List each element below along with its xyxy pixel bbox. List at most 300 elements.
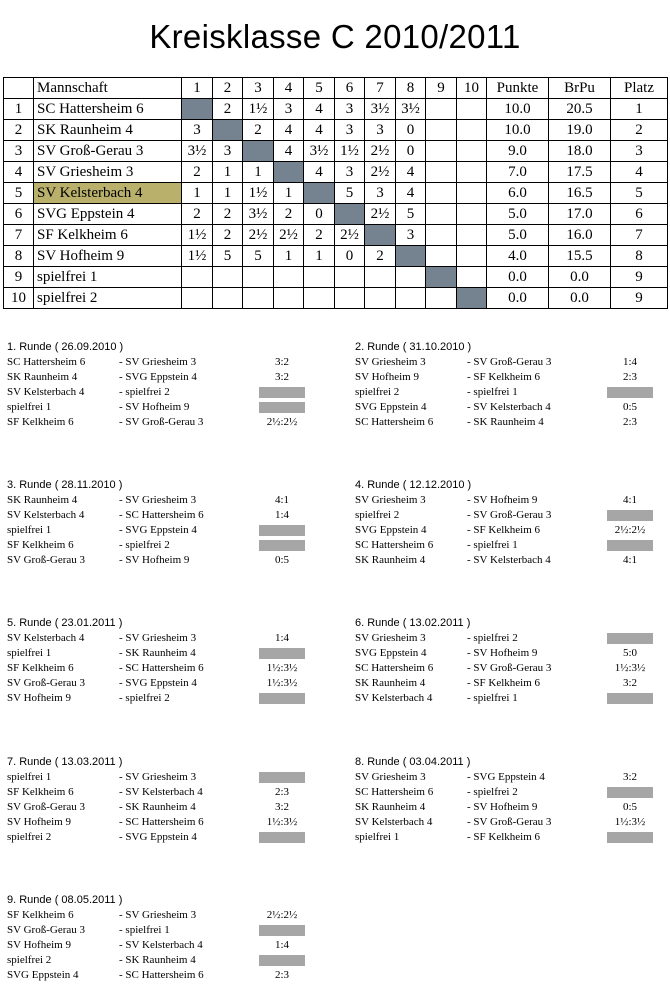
away-team: - SV Hofheim 9: [119, 554, 190, 566]
points-cell: 9.0: [487, 141, 549, 162]
score-cell: [243, 267, 274, 288]
match-row: [7, 938, 327, 953]
match-row: [7, 830, 327, 845]
score-cell: [457, 141, 487, 162]
score-cell: [396, 288, 426, 309]
away-team: - SK Raunheim 4: [467, 416, 544, 428]
bye-bar: [259, 955, 305, 966]
score-cell: 4: [274, 141, 304, 162]
brpu-cell: 0.0: [549, 267, 611, 288]
away-team: - SV Griesheim 3: [119, 356, 197, 368]
round-title: 4. Runde ( 12.12.2010 ): [355, 479, 472, 491]
self-cell: [304, 183, 335, 204]
bye-bar: [259, 387, 305, 398]
score-cell: 0: [396, 141, 426, 162]
row-number: 2: [4, 120, 34, 141]
score-cell: [457, 204, 487, 225]
match-result: 2:3: [622, 371, 638, 383]
away-team: - SK Raunheim 4: [119, 647, 196, 659]
home-team: spielfrei 2: [7, 831, 52, 843]
table-row: [4, 288, 668, 309]
header-opponent-2: 2: [213, 78, 243, 99]
away-team: - SV Hofheim 9: [467, 801, 538, 813]
home-team: SV Kelsterbach 4: [355, 816, 433, 828]
points-cell: 10.0: [487, 120, 549, 141]
bye-bar: [259, 693, 305, 704]
away-team: - spielfrei 1: [119, 924, 170, 936]
brpu-cell: 16.0: [549, 225, 611, 246]
score-cell: [426, 120, 457, 141]
score-cell: [182, 288, 213, 309]
table-row: [4, 120, 668, 141]
score-cell: [365, 288, 396, 309]
match-result: 2½:2½: [266, 416, 298, 428]
score-cell: 4: [304, 99, 335, 120]
home-team: SVG Eppstein 4: [355, 647, 427, 659]
score-cell: [426, 141, 457, 162]
bye-bar: [607, 540, 653, 551]
self-cell: [274, 162, 304, 183]
team-name: SV Hofheim 9: [34, 246, 182, 267]
match-row: [355, 830, 670, 845]
score-cell: 1½: [182, 246, 213, 267]
score-cell: 5: [243, 246, 274, 267]
points-cell: 6.0: [487, 183, 549, 204]
bye-bar: [607, 510, 653, 521]
home-team: SV Griesheim 3: [355, 494, 426, 506]
match-result: 4:1: [622, 494, 638, 506]
self-cell: [243, 141, 274, 162]
score-cell: 2: [182, 204, 213, 225]
bye-bar: [259, 772, 305, 783]
brpu-cell: 17.5: [549, 162, 611, 183]
header-opponent-9: 9: [426, 78, 457, 99]
score-cell: 2½: [365, 204, 396, 225]
place-cell: 6: [611, 204, 668, 225]
match-row: [355, 523, 670, 538]
away-team: - spielfrei 2: [119, 386, 170, 398]
match-row: [355, 493, 670, 508]
row-number: 5: [4, 183, 34, 204]
match-row: [7, 631, 327, 646]
score-cell: 3: [335, 120, 365, 141]
home-team: SF Kelkheim 6: [7, 539, 74, 551]
match-row: [355, 553, 670, 568]
match-result: 3:2: [274, 371, 290, 383]
home-team: spielfrei 1: [355, 831, 400, 843]
away-team: - SC Hattersheim 6: [119, 816, 204, 828]
match-row: [7, 400, 327, 415]
team-name: SC Hattersheim 6: [34, 99, 182, 120]
away-team: - SV Groß-Gerau 3: [467, 816, 552, 828]
brpu-cell: 0.0: [549, 288, 611, 309]
score-cell: 2½: [365, 141, 396, 162]
score-cell: 3: [274, 99, 304, 120]
home-team: spielfrei 1: [7, 647, 52, 659]
place-cell: 9: [611, 267, 668, 288]
score-cell: 3: [335, 162, 365, 183]
team-name: SK Raunheim 4: [34, 120, 182, 141]
round-6: [355, 616, 670, 706]
away-team: - SV Groß-Gerau 3: [119, 416, 204, 428]
score-cell: [457, 120, 487, 141]
match-result: 3:2: [274, 356, 290, 368]
home-team: SV Kelsterbach 4: [7, 386, 85, 398]
score-cell: 1½: [335, 141, 365, 162]
bye-bar: [607, 787, 653, 798]
row-number: 6: [4, 204, 34, 225]
round-title: 3. Runde ( 28.11.2010 ): [7, 479, 123, 491]
table-row: [4, 204, 668, 225]
points-cell: 5.0: [487, 204, 549, 225]
table-header-row: [4, 78, 668, 99]
self-cell: [457, 288, 487, 309]
score-cell: 3½: [182, 141, 213, 162]
away-team: - SK Raunheim 4: [119, 801, 196, 813]
away-team: - SV Griesheim 3: [119, 771, 197, 783]
home-team: SC Hattersheim 6: [355, 416, 434, 428]
match-result: 1:4: [274, 939, 290, 951]
home-team: SV Groß-Gerau 3: [7, 924, 86, 936]
bye-bar: [259, 540, 305, 551]
team-name: SF Kelkheim 6: [34, 225, 182, 246]
home-team: SC Hattersheim 6: [7, 356, 86, 368]
score-cell: 1: [213, 162, 243, 183]
match-row: [7, 968, 327, 983]
bye-bar: [259, 648, 305, 659]
home-team: spielfrei 2: [355, 386, 400, 398]
score-cell: 3: [335, 99, 365, 120]
round-1: [7, 340, 327, 430]
score-cell: [365, 267, 396, 288]
bye-bar: [607, 693, 653, 704]
score-cell: 3: [365, 120, 396, 141]
away-team: - SF Kelkheim 6: [467, 677, 541, 689]
home-team: SV Groß-Gerau 3: [7, 677, 86, 689]
score-cell: [457, 162, 487, 183]
self-cell: [335, 204, 365, 225]
header-opponent-1: 1: [182, 78, 213, 99]
score-cell: 4: [396, 183, 426, 204]
team-name: SV Groß-Gerau 3: [34, 141, 182, 162]
away-team: - spielfrei 2: [467, 632, 518, 644]
home-team: SC Hattersheim 6: [355, 662, 434, 674]
away-team: - SV Kelsterbach 4: [467, 401, 551, 413]
row-number: 7: [4, 225, 34, 246]
score-cell: [457, 183, 487, 204]
match-row: [7, 908, 327, 923]
match-result: 4:1: [622, 554, 638, 566]
match-row: [355, 785, 670, 800]
score-cell: [213, 267, 243, 288]
away-team: - SVG Eppstein 4: [119, 524, 197, 536]
score-cell: [426, 183, 457, 204]
match-row: [355, 370, 670, 385]
score-cell: 2: [182, 162, 213, 183]
home-team: spielfrei 1: [7, 401, 52, 413]
round-3: [7, 478, 327, 568]
score-cell: 4: [396, 162, 426, 183]
away-team: - SF Kelkheim 6: [467, 524, 541, 536]
match-row: [7, 815, 327, 830]
score-cell: 2: [243, 120, 274, 141]
header-cell-blank: [4, 78, 34, 99]
match-row: [7, 415, 327, 430]
match-row: [355, 415, 670, 430]
score-cell: 2: [274, 204, 304, 225]
score-cell: [457, 225, 487, 246]
score-cell: [457, 246, 487, 267]
score-cell: 1: [243, 162, 274, 183]
score-cell: [274, 267, 304, 288]
away-team: - SF Kelkheim 6: [467, 371, 541, 383]
match-row: [7, 508, 327, 523]
round-title: 1. Runde ( 26.09.2010 ): [7, 341, 124, 353]
match-row: [7, 646, 327, 661]
score-cell: 2: [304, 225, 335, 246]
score-cell: 2½: [365, 162, 396, 183]
match-row: [355, 676, 670, 691]
score-cell: 3: [182, 120, 213, 141]
place-cell: 2: [611, 120, 668, 141]
away-team: - SF Kelkheim 6: [467, 831, 541, 843]
home-team: SC Hattersheim 6: [355, 539, 434, 551]
score-cell: [426, 246, 457, 267]
match-row: [7, 676, 327, 691]
away-team: - spielfrei 2: [467, 786, 518, 798]
away-team: - SV Kelsterbach 4: [119, 939, 203, 951]
score-cell: [304, 288, 335, 309]
home-team: SF Kelkheim 6: [7, 662, 74, 674]
score-cell: 5: [213, 246, 243, 267]
place-cell: 3: [611, 141, 668, 162]
round-title: 5. Runde ( 23.01.2011 ): [7, 617, 123, 629]
score-cell: [426, 99, 457, 120]
score-cell: 1½: [243, 99, 274, 120]
match-result: 2:3: [274, 786, 290, 798]
home-team: SV Hofheim 9: [7, 692, 71, 704]
home-team: SVG Eppstein 4: [355, 401, 427, 413]
bye-bar: [259, 925, 305, 936]
match-row: [7, 953, 327, 968]
score-cell: 4: [304, 120, 335, 141]
brpu-cell: 15.5: [549, 246, 611, 267]
match-row: [7, 785, 327, 800]
header-points: Punkte: [487, 78, 549, 99]
home-team: SV Kelsterbach 4: [7, 632, 85, 644]
score-cell: 2: [213, 204, 243, 225]
match-result: 2:3: [622, 416, 638, 428]
team-name: spielfrei 1: [34, 267, 182, 288]
match-result: 1:4: [274, 632, 290, 644]
match-row: [355, 661, 670, 676]
score-cell: [243, 288, 274, 309]
bye-bar: [607, 387, 653, 398]
home-team: SF Kelkheim 6: [7, 416, 74, 428]
away-team: - SV Griesheim 3: [119, 909, 197, 921]
page-title: Kreisklasse C 2010/2011: [149, 18, 521, 55]
away-team: - SVG Eppstein 4: [119, 831, 197, 843]
row-number: 9: [4, 267, 34, 288]
match-result: 1½:3½: [614, 662, 646, 674]
match-row: [7, 523, 327, 538]
row-number: 4: [4, 162, 34, 183]
match-result: 0:5: [622, 801, 638, 813]
points-cell: 0.0: [487, 267, 549, 288]
match-row: [355, 691, 670, 706]
match-row: [7, 800, 327, 815]
score-cell: 2: [213, 99, 243, 120]
score-cell: 4: [304, 162, 335, 183]
home-team: SV Griesheim 3: [355, 771, 426, 783]
round-9: [7, 893, 327, 983]
away-team: - SV Groß-Gerau 3: [467, 662, 552, 674]
score-cell: 1½: [182, 225, 213, 246]
round-title: 8. Runde ( 03.04.2011 ): [355, 756, 471, 768]
away-team: - SVG Eppstein 4: [119, 371, 197, 383]
points-cell: 5.0: [487, 225, 549, 246]
brpu-cell: 20.5: [549, 99, 611, 120]
match-result: 0:5: [274, 554, 290, 566]
table-row: [4, 162, 668, 183]
table-row: [4, 141, 668, 162]
away-team: - SV Hofheim 9: [119, 401, 190, 413]
score-cell: [457, 99, 487, 120]
points-cell: 0.0: [487, 288, 549, 309]
away-team: - SV Groß-Gerau 3: [467, 509, 552, 521]
home-team: SF Kelkheim 6: [7, 909, 74, 921]
score-cell: 2: [365, 246, 396, 267]
brpu-cell: 18.0: [549, 141, 611, 162]
home-team: SF Kelkheim 6: [7, 786, 74, 798]
match-row: [7, 691, 327, 706]
round-7: [7, 755, 327, 845]
home-team: spielfrei 2: [355, 509, 400, 521]
away-team: - SV Groß-Gerau 3: [467, 356, 552, 368]
round-8: [355, 755, 670, 845]
standings-table: [3, 77, 668, 309]
place-cell: 8: [611, 246, 668, 267]
match-row: [355, 646, 670, 661]
row-number: 8: [4, 246, 34, 267]
match-result: 1:4: [274, 509, 290, 521]
score-cell: 3: [396, 225, 426, 246]
away-team: - spielfrei 2: [119, 539, 170, 551]
score-cell: [274, 288, 304, 309]
away-team: - SC Hattersheim 6: [119, 509, 204, 521]
team-name: SVG Eppstein 4: [34, 204, 182, 225]
bye-bar: [259, 402, 305, 413]
home-team: SV Groß-Gerau 3: [7, 801, 86, 813]
match-row: [7, 661, 327, 676]
score-cell: 2: [213, 225, 243, 246]
match-row: [7, 770, 327, 785]
header-opponent-3: 3: [243, 78, 274, 99]
away-team: - SV Hofheim 9: [467, 647, 538, 659]
bye-bar: [259, 832, 305, 843]
home-team: SV Hofheim 9: [355, 371, 419, 383]
away-team: - SVG Eppstein 4: [467, 771, 545, 783]
table-row: [4, 267, 668, 288]
match-result: 4:1: [274, 494, 290, 506]
home-team: SV Kelsterbach 4: [7, 509, 85, 521]
match-result: 2:3: [274, 969, 290, 981]
match-row: [355, 815, 670, 830]
team-name: spielfrei 2: [34, 288, 182, 309]
match-result: 3:2: [622, 677, 638, 689]
header-opponent-8: 8: [396, 78, 426, 99]
score-cell: 1: [274, 183, 304, 204]
table-row: [4, 99, 668, 120]
score-cell: [426, 288, 457, 309]
match-result: 2½:2½: [614, 524, 646, 536]
score-cell: 2½: [243, 225, 274, 246]
score-cell: [396, 267, 426, 288]
score-cell: 3½: [304, 141, 335, 162]
header-opponent-7: 7: [365, 78, 396, 99]
header-place: Platz: [611, 78, 668, 99]
home-team: SVG Eppstein 4: [355, 524, 427, 536]
self-cell: [396, 246, 426, 267]
bye-bar: [607, 832, 653, 843]
points-cell: 7.0: [487, 162, 549, 183]
header-opponent-6: 6: [335, 78, 365, 99]
away-team: - SC Hattersheim 6: [119, 969, 204, 981]
match-result: 1½:3½: [266, 662, 298, 674]
score-cell: 0: [396, 120, 426, 141]
match-result: 3:2: [622, 771, 638, 783]
score-cell: [426, 204, 457, 225]
match-result: 3:2: [274, 801, 290, 813]
away-team: - SV Griesheim 3: [119, 494, 197, 506]
match-result: 0:5: [622, 401, 638, 413]
match-row: [355, 400, 670, 415]
match-row: [355, 355, 670, 370]
score-cell: 1½: [243, 183, 274, 204]
row-number: 3: [4, 141, 34, 162]
score-cell: [304, 267, 335, 288]
score-cell: [182, 267, 213, 288]
score-cell: 0: [335, 246, 365, 267]
brpu-cell: 19.0: [549, 120, 611, 141]
away-team: - SV Hofheim 9: [467, 494, 538, 506]
place-cell: 1: [611, 99, 668, 120]
score-cell: 3½: [365, 99, 396, 120]
bye-bar: [259, 525, 305, 536]
match-row: [7, 385, 327, 400]
points-cell: 10.0: [487, 99, 549, 120]
place-cell: 5: [611, 183, 668, 204]
match-row: [355, 631, 670, 646]
self-cell: [213, 120, 243, 141]
away-team: - spielfrei 1: [467, 386, 518, 398]
score-cell: 0: [304, 204, 335, 225]
score-cell: [335, 267, 365, 288]
round-title: 9. Runde ( 08.05.2011 ): [7, 894, 123, 906]
match-result: 1½:3½: [614, 816, 646, 828]
away-team: - SV Kelsterbach 4: [119, 786, 203, 798]
home-team: SC Hattersheim 6: [355, 786, 434, 798]
place-cell: 9: [611, 288, 668, 309]
away-team: - SC Hattersheim 6: [119, 662, 204, 674]
away-team: - spielfrei 1: [467, 539, 518, 551]
match-row: [355, 508, 670, 523]
match-result: 1:4: [622, 356, 638, 368]
team-name: SV Kelsterbach 4: [34, 183, 182, 204]
away-team: - SV Kelsterbach 4: [467, 554, 551, 566]
score-cell: [426, 162, 457, 183]
row-number: 10: [4, 288, 34, 309]
